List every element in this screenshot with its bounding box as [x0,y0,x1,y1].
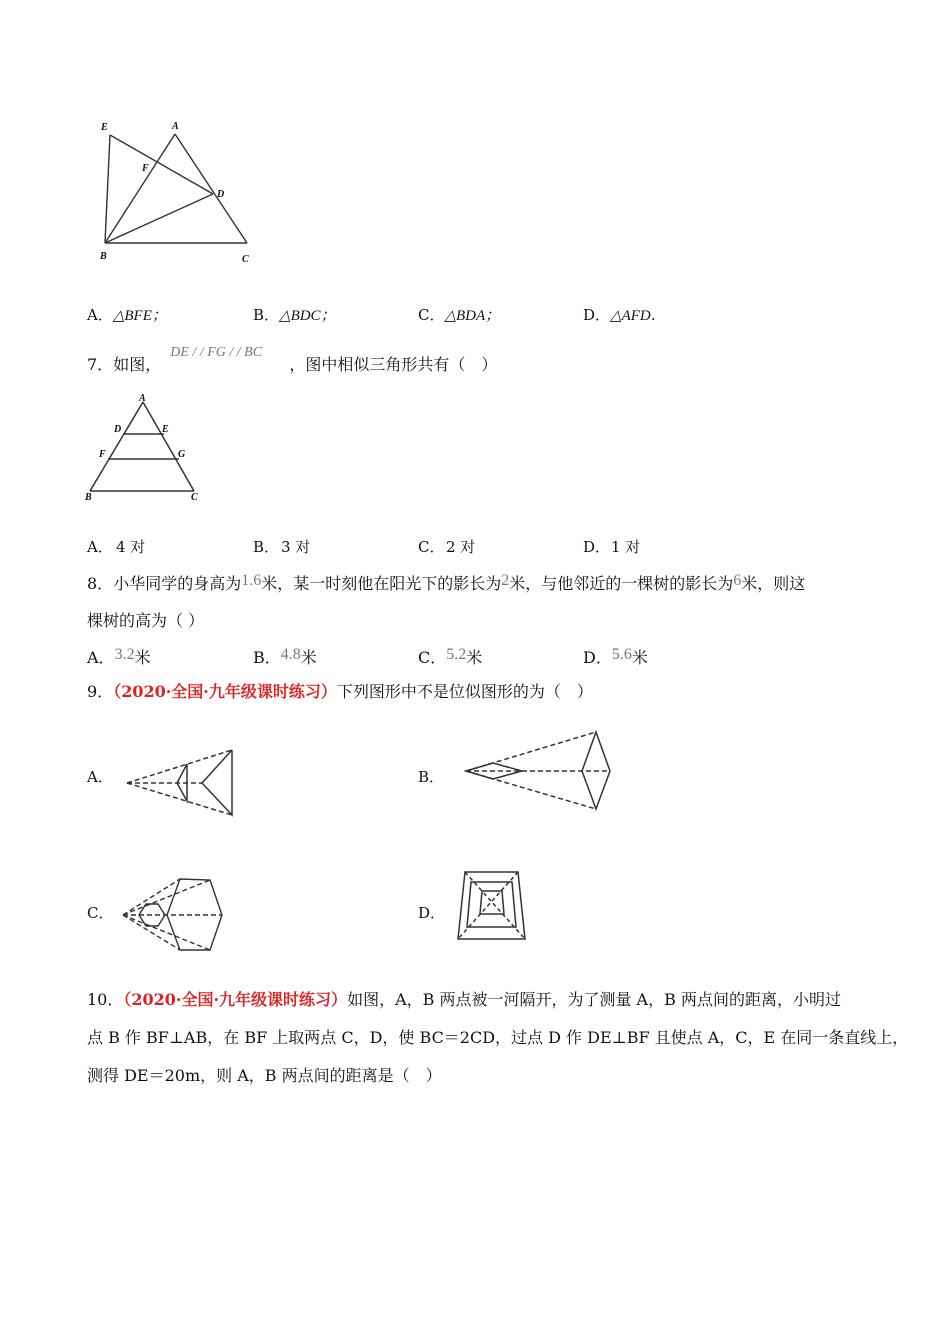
q6-option-a[interactable]: A．△BFE； [87,306,167,324]
label-d: D [114,424,122,435]
label-b: B [100,251,107,262]
q7-option-d[interactable]: D． [583,538,611,556]
q7-option-c[interactable]: C． [418,538,445,556]
label-a: A [139,393,146,404]
q6-option-c[interactable]: C．△BDA； [418,306,501,324]
label-c: C [242,254,249,265]
label-b: B [85,492,92,503]
label-e: E [162,424,169,435]
q7-triangle-figure [84,392,209,504]
q7-option-b[interactable]: B． [253,538,280,556]
label-e: E [101,122,108,133]
q9-option-a[interactable]: A． [87,768,113,786]
q9-option-b[interactable]: B． [418,768,445,786]
q10-stem-line3: 测得 DE＝20m，则 A，B 两点间的距离是（ ） [87,1066,442,1085]
q8-option-c[interactable]: C．5.2米 [418,646,483,667]
q7-option-c-text: 2 对 [446,538,476,556]
q6-triangle-figure [92,118,262,268]
label-d: D [217,189,225,200]
q6-option-d[interactable]: D．△AFD． [583,306,666,324]
q9-stem: 9．（2020·全国·九年级课时练习）下列图形中不是位似图形的为（ ） [87,682,593,701]
q9-figure-a [122,745,242,820]
q7-option-d-text: 1 对 [611,538,641,556]
q8-option-a[interactable]: A．3.2米 [87,646,151,667]
q8-stem-line1: 8．小华同学的身高为1.6米，某一时刻他在阳光下的影长为2米，与他邻近的一棵树的影长为6米，则这 [87,572,806,593]
q7-option-b-text: 3 对 [281,538,311,556]
q7-option-a-text: 4 对 [116,538,146,556]
q9-option-d[interactable]: D． [418,904,446,922]
q8-option-d[interactable]: D．5.6米 [583,646,648,667]
q6-option-b[interactable]: B．△BDC； [253,306,336,324]
q8-option-b[interactable]: B．4.8米 [253,646,317,667]
q10-stem-line2: 点 B 作 BF⊥AB，在 BF 上取两点 C，D，使 BC＝2CD，过点 D 作 DE⊥BF 且使点 A，C，E 在同一条直线上， [87,1028,909,1047]
label-g: G [178,449,186,460]
label-f: F [142,163,149,174]
q9-source: （2020·全国·九年级课时练习） [113,682,337,701]
q7-condition: DE / / FG / / BC [170,345,263,360]
q7-option-a[interactable]: A． [87,538,113,556]
q8-stem-line2: 棵树的高为（ ） [87,611,205,630]
label-a: A [172,121,179,132]
q7-stem: 7．如图， DE / / FG / / BC ，图中相似三角形共有（ ） [87,345,498,374]
q9-figure-b [448,728,618,813]
label-f: F [99,449,106,460]
q9-figure-c [118,874,228,954]
q10-stem-line1: 10．（2020·全国·九年级课时练习）如图，A，B 两点被一河隔开，为了测量 A，B 两点间的距离，小明过 [87,990,841,1009]
q9-figure-d [455,868,530,944]
label-c: C [191,492,198,503]
q9-option-c[interactable]: C． [87,904,114,922]
q10-source: （2020·全国·九年级课时练习） [123,990,348,1009]
